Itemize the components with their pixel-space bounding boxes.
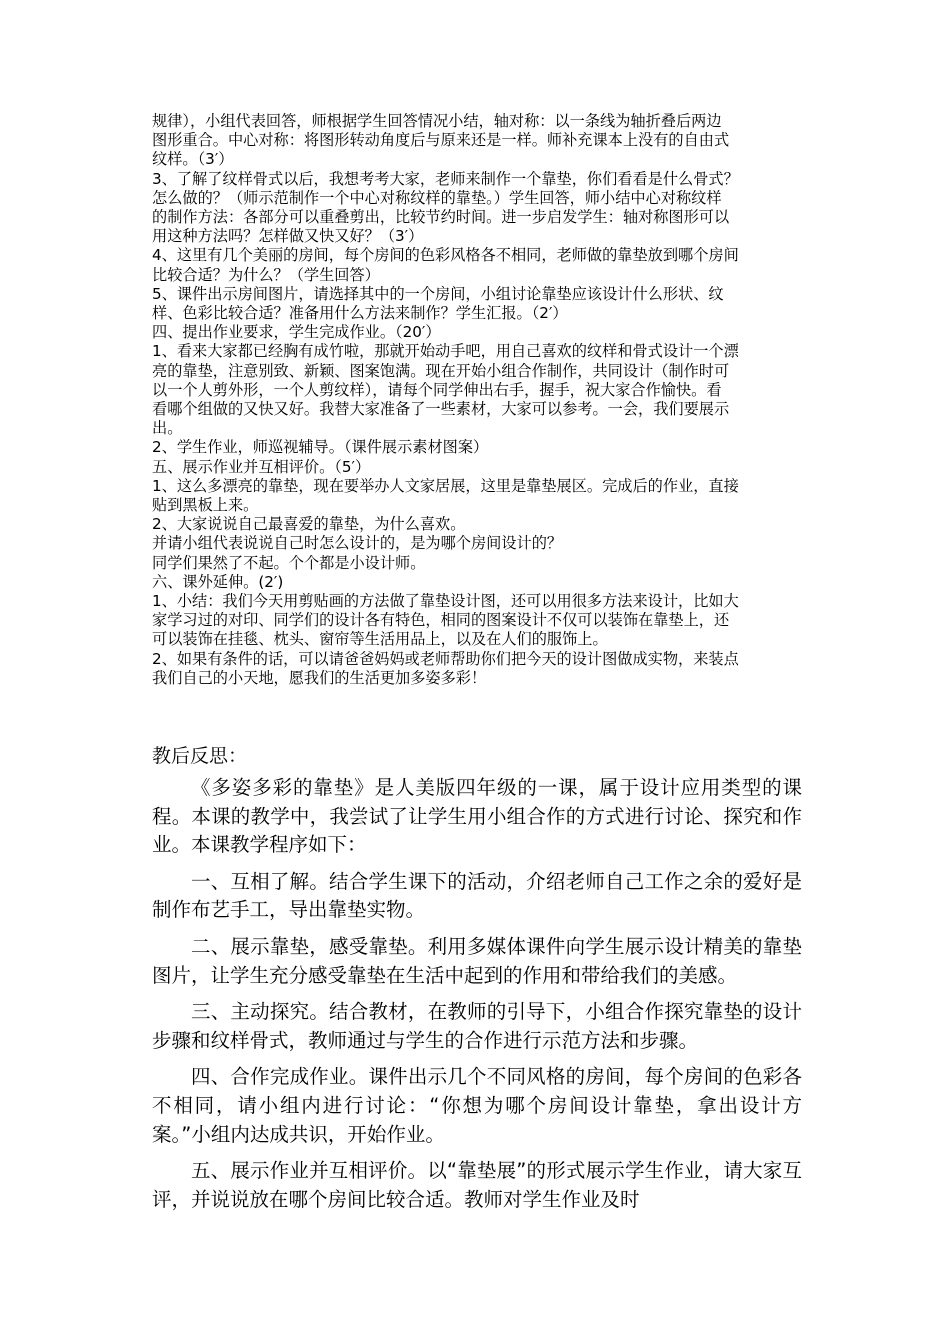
reflection-section bbox=[152, 742, 802, 1214]
lesson-line: 同学们果然了不起。个个都是小设计师。 bbox=[152, 553, 426, 572]
lesson-line: 1、看来大家都已经胸有成竹啦，那就开始动手吧，用自己喜欢的纹样和骨式设计一个漂 bbox=[152, 342, 739, 361]
lesson-line: 1、小结：我们今天用剪贴画的方法做了靠垫设计图，还可以用很多方法来设计，比如大 bbox=[152, 592, 739, 611]
lesson-line: 2、如果有条件的话，可以请爸爸妈妈或老师帮助你们把今天的设计图做成实物，来装点 bbox=[152, 649, 739, 668]
lesson-line: 我们自己的小天地，愿我们的生活更加多姿多彩！ bbox=[152, 668, 487, 687]
reflection-paragraph: 四、合作完成作业。课件出示几个不同风格的房间，每个房间的色彩各不相同，请小组内进行讨论：“你想为哪个房间设计靠垫，拿出设计方案。”小组内达成共识，开始作业。 bbox=[152, 1065, 802, 1146]
lesson-line: 怎么做的？（师示范制作一个中心对称纹样的靠垫。）学生回答，师小结中心对称纹样 bbox=[152, 188, 722, 207]
lesson-line: 可以装饰在挂毯、枕头、窗帘等生活用品上，以及在人们的服饰上。 bbox=[152, 630, 608, 649]
lesson-line: 纹样。（3′） bbox=[152, 150, 234, 169]
lesson-line: 看哪个组做的又快又好。我替大家准备了一些素材，大家可以参考。一会，我们要展示 bbox=[152, 400, 730, 419]
lesson-line: 3、了解了纹样骨式以后，我想考考大家，老师来制作一个靠垫，你们看看是什么骨式？ bbox=[152, 169, 739, 188]
document-page bbox=[152, 112, 802, 1222]
lesson-line: 5、课件出示房间图片，请选择其中的一个房间，小组讨论靠垫应该设计什么形状、纹 bbox=[152, 284, 724, 303]
reflection-paragraph: 《多姿多彩的靠垫》是人美版四年级的一课，属于设计应用类型的课程。本课的教学中，我尝试了让学生用小组合作的方式进行讨论、探究和作业。本课教学程序如下： bbox=[152, 776, 802, 857]
lesson-line: 2、大家说说自己最喜爱的靠垫，为什么喜欢。 bbox=[152, 515, 466, 534]
lesson-line: 用这种方法吗？怎样做又快又好？（3′） bbox=[152, 227, 424, 246]
lesson-line: 家学习过的对印、同学们的设计各有特色，相同的图案设计不仅可以装饰在靠垫上，还 bbox=[152, 611, 730, 630]
lesson-line: 2、学生作业，师巡视辅导。（课件展示素材图案） bbox=[152, 438, 489, 457]
reflection-paragraph: 五、展示作业并互相评价。以“靠垫展”的形式展示学生作业，请大家互评，并说说放在哪个房间比较合适。教师对学生作业及时 bbox=[152, 1159, 802, 1211]
lesson-line: 规律），小组代表回答，师根据学生回答情况小结，轴对称：以一条线为轴折叠后两边 bbox=[152, 112, 722, 130]
lesson-line: 四、提出作业要求，学生完成作业。（20′） bbox=[152, 323, 441, 342]
reflection-paragraph: 二、展示靠垫，感受靠垫。利用多媒体课件向学生展示设计精美的靠垫图片，让学生充分感受靠垫在生活中起到的作用和带给我们的美感。 bbox=[152, 935, 802, 987]
lesson-line: 样、色彩比较合适？准备用什么方法来制作？学生汇报。（2′） bbox=[152, 304, 568, 323]
lesson-line: 4、这里有几个美丽的房间，每个房间的色彩风格各不相同，老师做的靠垫放到哪个房间 bbox=[152, 246, 739, 265]
reflection-heading: 教后反思： bbox=[152, 745, 248, 768]
lesson-line: 图形重合。中心对称：将图形转动角度后与原来还是一样。师补充课本上没有的自由式 bbox=[152, 131, 730, 150]
lesson-line: 五、展示作业并互相评价。（5′） bbox=[152, 457, 371, 476]
lesson-line: 贴到黑板上来。 bbox=[152, 496, 259, 515]
lesson-plan-section bbox=[152, 112, 802, 688]
section-gap bbox=[152, 688, 802, 742]
lesson-line: 的制作方法：各部分可以重叠剪出，比较节约时间。进一步启发学生：轴对称图形可以 bbox=[152, 208, 730, 227]
lesson-line: 1、这么多漂亮的靠垫，现在要举办人文家居展，这里是靠垫展区。完成后的作业，直接 bbox=[152, 476, 739, 495]
lesson-line: 出。 bbox=[152, 419, 183, 438]
lesson-line: 六、课外延伸。(2′) bbox=[152, 572, 284, 591]
lesson-line: 比较合适？为什么？（学生回答） bbox=[152, 265, 380, 284]
lesson-line: 亮的靠垫，注意别致、新颖、图案饱满。现在开始小组合作制作，共同设计（制作时可 bbox=[152, 361, 730, 380]
reflection-paragraph: 一、互相了解。结合学生课下的活动，介绍老师自己工作之余的爱好是制作布艺手工，导出靠垫实物。 bbox=[152, 869, 802, 922]
lesson-line: 并请小组代表说说自己时怎么设计的，是为哪个房间设计的？ bbox=[152, 534, 563, 553]
lesson-line: 以一个人剪外形，一个人剪纹样），请每个同学伸出右手，握手，祝大家合作愉快。看 bbox=[152, 380, 722, 399]
reflection-paragraph: 三、主动探究。结合教材，在教师的引导下，小组合作探究靠垫的设计步骤和纹样骨式，教师通过与学生的合作进行示范方法和步骤。 bbox=[152, 1000, 802, 1052]
